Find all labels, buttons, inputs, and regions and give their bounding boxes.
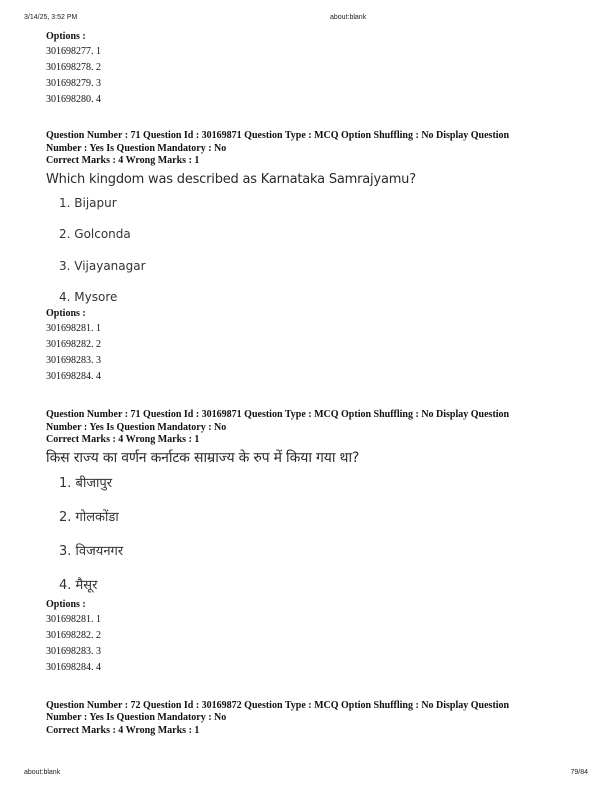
question-text: Which kingdom was described as Karnataka Samrajyamu? [46,171,416,187]
question-meta-line-2: Number : Yes Is Question Mandatory : No [46,421,227,433]
option-id: 301698278. 2 [46,62,101,73]
answer-choice: 3. विजयनगर [59,543,124,559]
option-id: 301698284. 4 [46,661,101,673]
question-71-english [46,130,576,385]
option-id: 301698280. 4 [46,94,101,105]
question-meta-line-1: Question Number : 71 Question Id : 30169871 Question Type : MCQ Option Shuffling : No Display Question [46,409,510,420]
answer-choice: 1. बीजापुर [59,475,113,491]
question-72 [46,700,576,738]
answer-choice: 3. Vijayanagar [59,258,146,273]
option-id: 301698283. 3 [46,645,101,657]
page-counter: 79/84 [570,769,588,776]
question-text: किस राज्य का वर्णन कर्नाटक साम्राज्य के रुप में किया गया था? [46,449,360,466]
question-marks: Correct Marks : 4 Wrong Marks : 1 [46,434,200,445]
answer-choice: 4. मैसूर [59,577,98,593]
question-meta-line-1: Question Number : 72 Question Id : 30169872 Question Type : MCQ Option Shuffling : No Display Question [46,699,510,711]
question-meta-line-2: Number : Yes Is Question Mandatory : No [46,142,227,154]
option-id: 301698281. 1 [46,613,101,625]
print-url-bottom: about:blank [24,769,61,776]
options-label: Options : [46,31,86,42]
answer-choice: 1. Bijapur [59,195,117,210]
prev-options-block [46,29,576,108]
option-id: 301698282. 2 [46,629,101,641]
question-71-hindi [46,409,576,676]
question-marks: Correct Marks : 4 Wrong Marks : 1 [46,724,200,736]
option-id: 301698277. 1 [46,46,101,57]
answer-choice: 4. Mysore [59,290,118,304]
browser-print-footer [0,769,612,779]
question-meta-line-1: Question Number : 71 Question Id : 30169871 Question Type : MCQ Option Shuffling : No Display Question [46,130,510,141]
option-id: 301698284. 4 [46,371,101,382]
answer-choice: 2. गोलकोंडा [59,509,119,525]
print-timestamp: 3/14/25, 3:52 PM [24,14,78,21]
print-url-top: about:blank [330,14,367,21]
option-id: 301698279. 3 [46,78,101,89]
option-id: 301698282. 2 [46,339,101,350]
browser-print-header [0,14,612,24]
question-marks: Correct Marks : 4 Wrong Marks : 1 [46,155,200,166]
document-content [46,29,576,737]
options-label: Options : [46,308,86,319]
question-meta-line-2: Number : Yes Is Question Mandatory : No [46,712,227,723]
options-label: Options : [46,598,86,610]
option-id: 301698283. 3 [46,355,101,366]
option-id: 301698281. 1 [46,323,101,334]
answer-choice: 2. Golconda [59,227,131,241]
